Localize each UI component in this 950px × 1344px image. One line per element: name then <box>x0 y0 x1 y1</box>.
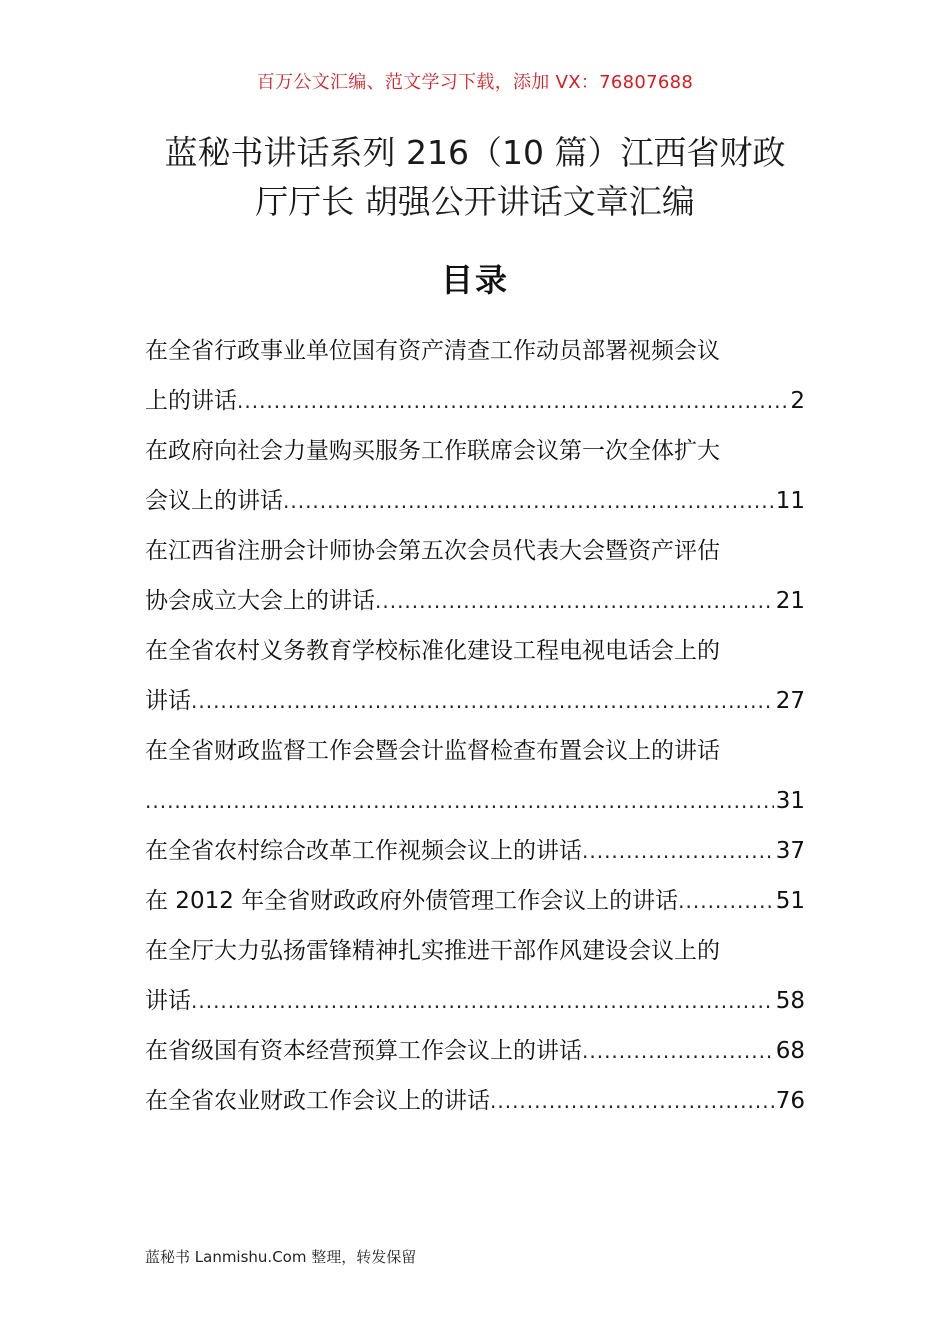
toc-entry[interactable] <box>145 626 805 726</box>
toc-entry-title-tail: 上的讲话 <box>145 388 237 414</box>
toc-page-number: 76 <box>775 1088 805 1114</box>
toc-dot-leader <box>490 1076 774 1126</box>
toc-entry[interactable] <box>145 1026 805 1076</box>
toc-entry-page-line <box>145 576 805 626</box>
toc-entry-page-line <box>145 876 805 926</box>
table-of-contents <box>145 326 805 1126</box>
promo-banner: 百万公文汇编、范文学习下载，添加 VX：76807688 <box>256 72 694 93</box>
toc-entry-title-tail: 讲话 <box>145 688 191 714</box>
toc-entry[interactable] <box>145 876 805 926</box>
toc-entry-page-line <box>145 676 805 726</box>
toc-page-number: 2 <box>790 388 805 414</box>
toc-entry-title-line: 在江西省注册会计师协会第五次会员代表大会暨资产评估 <box>145 538 720 564</box>
toc-entry-title-tail: 协会成立大会上的讲话 <box>145 588 375 614</box>
toc-dot-leader <box>678 876 774 926</box>
toc-page-number: 11 <box>775 488 805 514</box>
toc-entry[interactable] <box>145 826 805 876</box>
toc-entry[interactable] <box>145 1076 805 1126</box>
toc-entry-page-line <box>145 1076 805 1126</box>
toc-entry-title-tail: 会议上的讲话 <box>145 488 283 514</box>
toc-entry-title-tail: 在省级国有资本经营预算工作会议上的讲话 <box>145 1038 582 1064</box>
toc-entry-title-line: 在全厅大力弘扬雷锋精神扎实推进干部作风建设会议上的 <box>145 938 720 964</box>
toc-entry-title-line: 在政府向社会力量购买服务工作联席会议第一次全体扩大 <box>145 438 720 464</box>
toc-heading: 目录 <box>440 261 509 299</box>
toc-entry-page-line <box>145 1026 805 1076</box>
toc-entry[interactable] <box>145 726 805 826</box>
toc-entry-title-line: 在全省财政监督工作会暨会计监督检查布置会议上的讲话 <box>145 738 720 764</box>
toc-entry-page-line <box>145 376 805 426</box>
toc-entry-page-line <box>145 476 805 526</box>
toc-entry[interactable] <box>145 926 805 1026</box>
toc-dot-leader <box>191 676 774 726</box>
footer-note: 蓝秘书 Lanmishu.Com 整理，转发保留 <box>145 1248 417 1266</box>
toc-entry-title-line: 在全省农村义务教育学校标准化建设工程电视电话会上的 <box>145 638 720 664</box>
document-title <box>60 128 890 226</box>
toc-entry[interactable] <box>145 526 805 626</box>
toc-page-number: 51 <box>775 888 805 914</box>
toc-dot-leader <box>582 826 774 876</box>
toc-entry-title-tail: 在全省农业财政工作会议上的讲话 <box>145 1088 490 1114</box>
toc-entry-title-tail: 讲话 <box>145 988 191 1014</box>
toc-page-number: 21 <box>775 588 805 614</box>
toc-entry-page-line <box>145 976 805 1026</box>
toc-entry-title-tail: 在 2012 年全省财政政府外债管理工作会议上的讲话 <box>145 888 679 914</box>
toc-entry-page-line <box>145 826 805 876</box>
toc-page-number: 37 <box>775 838 805 864</box>
toc-page-number: 68 <box>775 1038 805 1064</box>
toc-page-number: 58 <box>775 988 805 1014</box>
toc-page-number: 27 <box>775 688 805 714</box>
toc-entry-page-line <box>145 776 805 826</box>
title-line-2: 厅厅长 胡强公开讲话文章汇编 <box>255 182 695 221</box>
toc-page-number: 31 <box>775 788 805 814</box>
title-line-1: 蓝秘书讲话系列 216（10 篇）江西省财政 <box>164 133 786 172</box>
toc-dot-leader <box>145 776 774 826</box>
toc-dot-leader <box>191 976 774 1026</box>
toc-entry[interactable] <box>145 326 805 426</box>
toc-dot-leader <box>237 376 788 426</box>
toc-dot-leader <box>283 476 774 526</box>
toc-entry-title-line: 在全省行政事业单位国有资产清查工作动员部署视频会议 <box>145 338 720 364</box>
toc-entry[interactable] <box>145 426 805 526</box>
toc-dot-leader <box>375 576 774 626</box>
toc-entry-title-tail: 在全省农村综合改革工作视频会议上的讲话 <box>145 838 582 864</box>
toc-dot-leader <box>582 1026 774 1076</box>
